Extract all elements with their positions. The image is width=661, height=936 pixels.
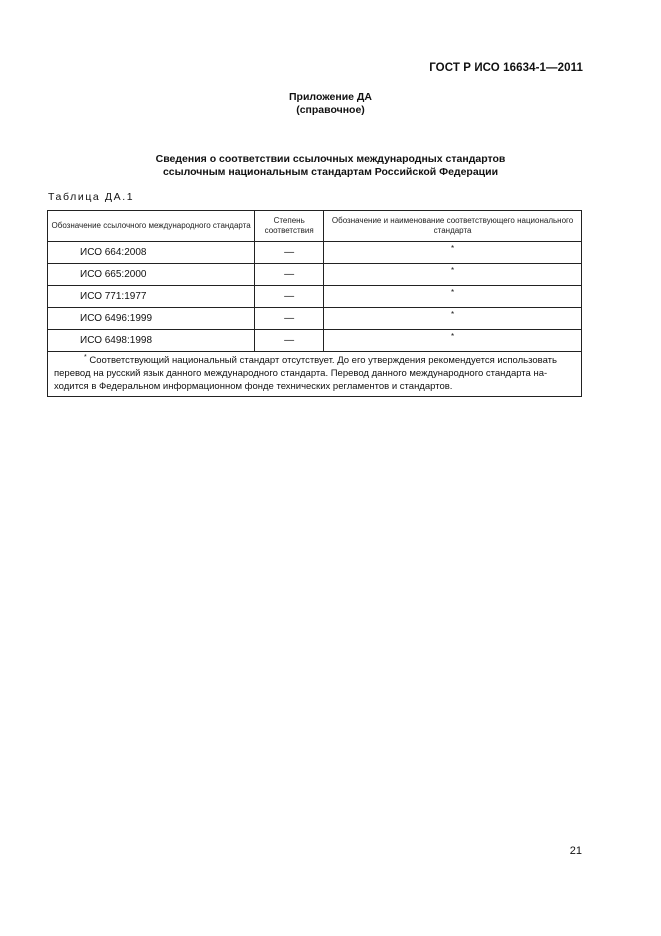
table-caption: Таблица ДА.1	[48, 191, 135, 203]
document-code-header: ГОСТ Р ИСО 16634-1—2011	[429, 62, 583, 74]
degree-cell: —	[255, 264, 324, 286]
page-number: 21	[569, 845, 582, 857]
degree-cell: —	[255, 286, 324, 308]
column-header-international-standard: Обозначение ссылочного международного стандарта	[48, 211, 255, 242]
international-standard-cell: ИСО 6496:1999	[48, 308, 255, 330]
degree-cell: —	[255, 242, 324, 264]
national-standard-cell: *	[324, 330, 582, 352]
appendix-title-line1: Сведения о соответствии ссылочных международных стандартов	[155, 153, 506, 165]
table-footnote	[48, 352, 582, 397]
appendix-label: Приложение ДА	[289, 91, 372, 103]
international-standard-cell: ИСО 771:1977	[48, 286, 255, 308]
footnote-marker: *	[84, 353, 87, 361]
international-standard-cell: ИСО 664:2008	[48, 242, 255, 264]
table-row	[48, 308, 582, 330]
table-footnote-row	[48, 352, 582, 397]
national-standard-cell: *	[324, 242, 582, 264]
national-standard-cell: *	[324, 286, 582, 308]
footnote-line3: ходится в Федеральном информационном фонде технических регламентов и стандартов.	[54, 381, 453, 392]
table-row	[48, 264, 582, 286]
standards-correspondence-table	[47, 210, 582, 397]
national-standard-cell: *	[324, 264, 582, 286]
column-header-degree: Степень соответствия	[255, 211, 324, 242]
national-standard-cell: *	[324, 308, 582, 330]
column-header-national-standard: Обозначение и наименование соответствующего национального стандарта	[324, 211, 582, 242]
footnote-line2: перевод на русский язык данного международного стандарта. Перевод данного международного стандарта на-	[54, 368, 548, 379]
table-row	[48, 330, 582, 352]
table-row	[48, 286, 582, 308]
table-row	[48, 242, 582, 264]
appendix-heading	[0, 91, 661, 117]
degree-cell: —	[255, 330, 324, 352]
international-standard-cell: ИСО 6498:1998	[48, 330, 255, 352]
appendix-type: (справочное)	[296, 104, 365, 116]
international-standard-cell: ИСО 665:2000	[48, 264, 255, 286]
table-header-row	[48, 211, 582, 242]
degree-cell: —	[255, 308, 324, 330]
footnote-line1: * Соответствующий национальный стандарт отсутствует. До его утверждения рекомендуется использовать	[84, 353, 557, 366]
appendix-title-line2: ссылочным национальным стандартам Российской Федерации	[162, 166, 499, 178]
